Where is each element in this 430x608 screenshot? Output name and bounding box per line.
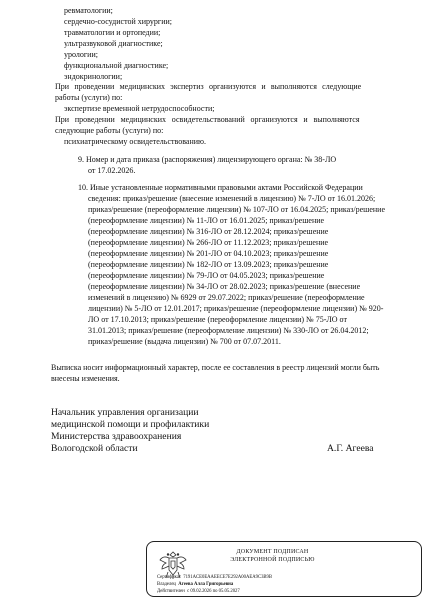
section-10-line: приказ/решение (выдача лицензии) № 700 от 07.07.2011. [88, 337, 281, 346]
section-10-line: лицензии) № 5-ЛО от 12.01.2017; приказ/решение (переоформление лицензии) № 920- [88, 304, 384, 313]
examination-intro: При проведении медицинских освидетельствований организуются и выполняются [55, 115, 360, 124]
informational-note: Выписка носит информационный характер, после ее составления в реестр лицензий могли быть [51, 363, 380, 372]
list-item: функциональной диагностике; [64, 61, 169, 70]
list-item: ревматологии; [64, 6, 113, 15]
section-10-line: сведения: приказ/решение (внесение изменений в лицензию) № 7-ЛО от 16.01.2026; [88, 194, 376, 203]
expertise-intro-cont: работы (услуги) по: [55, 93, 123, 102]
informational-note-cont: внесены изменения. [51, 374, 120, 383]
list-item: ультразвуковой диагностике; [64, 39, 163, 48]
section-10-line: (переоформление лицензии) № 316-ЛО от 28.12.2024; приказ/решение [88, 227, 329, 236]
list-item: урологии; [64, 50, 98, 59]
signatory-title: Министерства здравоохранения [51, 431, 182, 442]
list-item: сердечно-сосудистой хирургии; [64, 17, 172, 26]
stamp-title: ДОКУМЕНТ ПОДПИСАН ЭЛЕКТРОННОЙ ПОДПИСЬЮ [230, 549, 315, 563]
expertise-item: экспертизе временной нетрудоспособности; [64, 104, 215, 113]
examination-intro-cont: следующие работы (услуги) по: [55, 126, 164, 135]
section-10-line: приказ/решение (переоформление лицензии) № 107-ЛО от 16.04.2025; приказ/решение [88, 205, 385, 214]
section-10-line: (переоформление лицензии) № 79-ЛО от 04.05.2023; приказ/решение [88, 271, 325, 280]
section-10-line: изменений в лицензию) № 6929 от 29.07.2022; приказ/решение (переоформление [88, 293, 365, 302]
electronic-signature-stamp [146, 541, 422, 597]
signatory-title: Вологодской области [51, 443, 138, 454]
signatory-title: медицинской помощи и профилактики [51, 419, 210, 430]
list-item: травматологии и ортопедии; [64, 28, 161, 37]
section-9-line: от 17.02.2026. [88, 166, 136, 175]
section-10-line: (переоформление лицензии) № 266-ЛО от 11.12.2023; приказ/решение [88, 238, 329, 247]
section-10-line: 10. Иные установленные нормативными правовыми актами Российской Федерации [78, 183, 363, 192]
signatory-name: А.Г. Агеева [327, 443, 374, 454]
section-10-line: (переоформление лицензии) № 34-ЛО от 28.02.2023; приказ/решение (внесение [88, 282, 361, 291]
signatory-title: Начальник управления организации [51, 407, 199, 418]
section-10-line: (переоформление лицензии) № 201-ЛО от 04.10.2023; приказ/решение [88, 249, 329, 258]
section-9-line: 9. Номер и дата приказа (распоряжения) лицензирующего органа: № 38-ЛО [78, 155, 337, 164]
stamp-certificate: Сертификат 7191ACE0EAAEECE7E292A00AEA9C3B9B [157, 575, 273, 580]
section-10-line: (переоформление лицензии) № 11-ЛО от 16.01.2025; приказ/решение [88, 216, 325, 225]
examination-item: психиатрическому освидетельствованию. [64, 137, 206, 146]
section-10-line: ЛО от 17.10.2013; приказ/решение (переоформление лицензии) № 75-ЛО от [88, 315, 347, 324]
stamp-owner: Владелец Агеева Алла Григорьевна [157, 582, 234, 587]
stamp-validity: Действителен с 09.02.2026 по 05.05.2027 [157, 589, 240, 594]
section-10-line: (переоформление лицензии) № 182-ЛО от 13.09.2023; приказ/решение [88, 260, 329, 269]
list-item: эндокринологии; [64, 72, 123, 81]
expertise-intro: При проведении медицинских экспертиз организуются и выполняются следующие [55, 82, 362, 91]
section-10-line: 31.01.2013; приказ/решение (переоформление лицензии) № 330-ЛО от 26.04.2012; [88, 326, 369, 335]
